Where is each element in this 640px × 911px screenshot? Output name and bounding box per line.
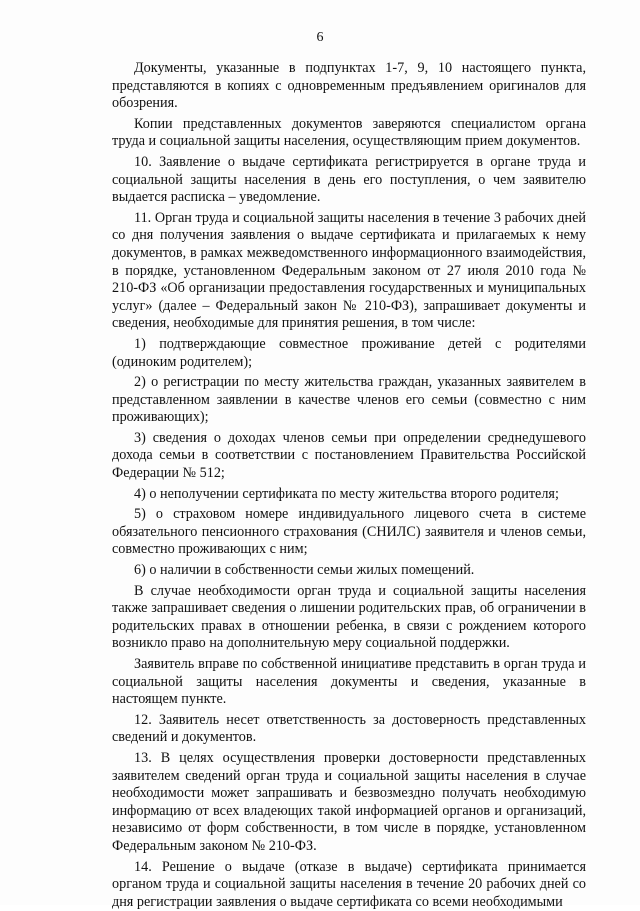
page-number: 6 bbox=[316, 30, 324, 45]
paragraph: 11. Орган труда и социальной защиты населения в течение 3 рабочих дней со дня получения заявления о выдаче сертификата и прилагаемых к нему документов, в рамках межведомственного информационного взаимодействия, в порядке, установленном Федеральным законом от 27 июля 2010 года № 210-ФЗ «Об организации предоставления государственных и муниципальных услуг» (далее – Федеральный закон № 210-ФЗ), запрашивает документы и сведения, необходимые для принятия решения, в том числе: bbox=[112, 209, 586, 332]
list-item: 3) сведения о доходах членов семьи при определении среднедушевого дохода семьи в соответствии с постановлением Правительства Российской Федерации № 512; bbox=[112, 429, 586, 482]
list-item: 2) о регистрации по месту жительства граждан, указанных заявителем в представленном заявлении в качестве членов его семьи (совместно с ним проживающих); bbox=[112, 374, 586, 426]
paragraph: 13. В целях осуществления проверки достоверности представленных заявителем сведений орган труда и социальной защиты населения в случае необходимости может запрашивать и безвозмездно получать необходимую информацию от всех владеющих такой информацией органов и организаций, независимо от форм собственности, в том числе в порядке, установленном Федеральным законом № 210-ФЗ. bbox=[112, 749, 586, 854]
paragraph: В случае необходимости орган труда и социальной защиты населения также запрашивает сведения о лишении родительских прав, об ограничении в родительских правах в отношении ребенка, в связи с рождением которого возникло право на дополнительную меру социальной поддержки. bbox=[112, 582, 586, 652]
list-item: 4) о неполучении сертификата по месту жительства второго родителя; bbox=[134, 485, 559, 502]
paragraph: Копии представленных документов заверяются специалистом органа труда и социальной защиты населения, осуществляющим прием документов. bbox=[112, 115, 586, 150]
list-item: 6) о наличии в собственности семьи жилых помещений. bbox=[134, 562, 475, 579]
paragraph: Документы, указанные в подпунктах 1-7, 9, 10 настоящего пункта, представляются в копиях с одновременным предъявлением оригиналов для обозрения. bbox=[112, 60, 586, 112]
paragraph: 14. Решение о выдаче (отказе в выдаче) сертификата принимается органом труда и социальной защиты населения в течение 20 рабочих дней со дня регистрации заявления о выдаче сертификата со всеми необходимыми bbox=[112, 858, 586, 910]
list-item: 1) подтверждающие совместное проживание детей с родителями (одиноким родителем); bbox=[112, 335, 586, 370]
paragraph: Заявитель вправе по собственной инициативе представить в орган труда и социальной защиты населения документы и сведения, указанные в настоящем пункте. bbox=[112, 656, 586, 708]
paragraph: 10. Заявление о выдаче сертификата регистрируется в органе труда и социальной защиты населения в день его поступления, о чем заявителю выдается расписка – уведомление. bbox=[112, 153, 586, 206]
document-body bbox=[112, 60, 586, 911]
list-item: 5) о страховом номере индивидуального лицевого счета в системе обязательного пенсионного страхования (СНИЛС) заявителя и членов семьи, совместно проживающих с ним; bbox=[112, 506, 586, 558]
paragraph: 12. Заявитель несет ответственность за достоверность представленных сведений и документов. bbox=[112, 711, 586, 746]
